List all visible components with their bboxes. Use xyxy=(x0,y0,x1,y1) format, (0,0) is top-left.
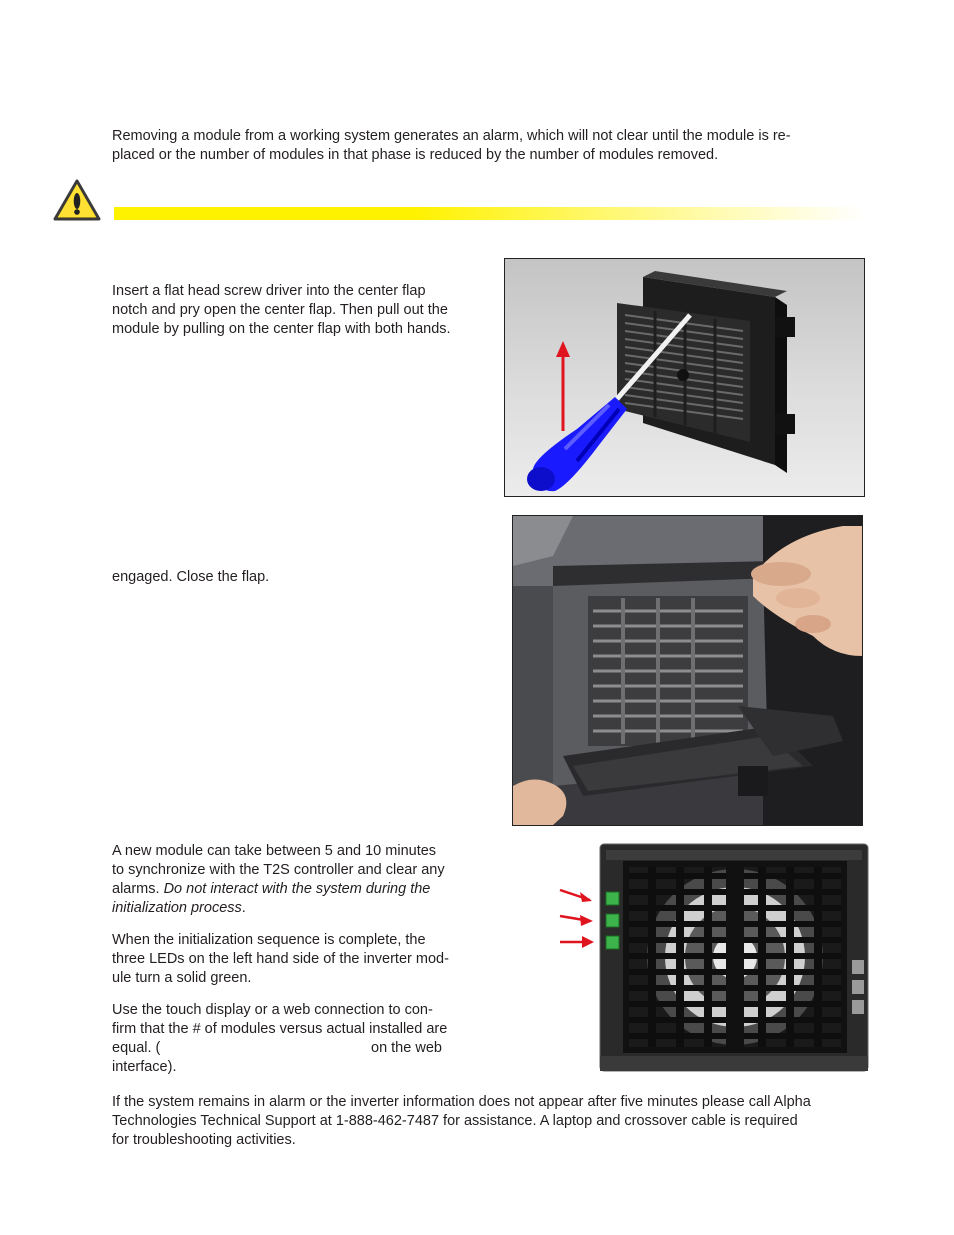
led-line: When the initialization sequence is complete, the xyxy=(112,932,426,948)
led-paragraph xyxy=(112,931,449,988)
side-button xyxy=(852,1000,864,1014)
intro-line: placed or the number of modules in that phase is reduced by the number of modules removed. xyxy=(112,147,719,163)
remove-instructions xyxy=(112,282,451,339)
screwdriver-handle-icon xyxy=(527,397,627,491)
insert-instruction: engaged. Close the flap. xyxy=(112,569,270,585)
confirm-paragraph xyxy=(112,1001,447,1077)
module-front-illustration xyxy=(556,842,870,1073)
led-arrow-icon xyxy=(560,890,592,902)
remove-line: Insert a flat head screw driver into the center flap xyxy=(112,283,426,299)
led-arrow-icon xyxy=(560,936,594,948)
confirm-line: interface). xyxy=(112,1059,177,1075)
support-line: Technologies Technical Support at 1-888-462-7487 for assistance. A laptop and crossover cable is required xyxy=(112,1113,798,1129)
led-2 xyxy=(606,914,619,927)
screwdriver-flap-figure xyxy=(504,258,865,497)
remove-line: notch and pry open the center flap. Then pull out the xyxy=(112,302,448,318)
side-button xyxy=(852,960,864,974)
remove-line: module by pulling on the center flap with both hands. xyxy=(112,321,451,337)
close-flap-photo xyxy=(512,515,863,826)
warning-banner-bar xyxy=(114,207,866,220)
module-illustration xyxy=(505,259,864,496)
led-arrow-icon xyxy=(560,915,593,926)
led-1 xyxy=(606,892,619,905)
sync-line: to synchronize with the T2S controller and clear any xyxy=(112,862,445,878)
intro-paragraph xyxy=(112,127,791,165)
warning-triangle-icon xyxy=(53,179,101,221)
sync-line: initialization process. xyxy=(112,900,246,916)
support-line: If the system remains in alarm or the inverter information does not appear after five minutes please call Alpha xyxy=(112,1094,811,1110)
support-line: for troubleshooting activities. xyxy=(112,1132,296,1148)
led-line: ule turn a solid green. xyxy=(112,970,252,986)
sync-paragraph xyxy=(112,842,445,918)
sync-line: alarms. Do not interact with the system during the xyxy=(112,881,431,897)
module-led-figure xyxy=(556,842,870,1073)
support-paragraph xyxy=(112,1093,811,1150)
led-line: three LEDs on the left hand side of the inverter mod- xyxy=(112,951,449,967)
photo-illustration xyxy=(513,516,862,825)
intro-line: Removing a module from a working system generates an alarm, which will not clear until the module is re- xyxy=(112,128,791,144)
sync-line: A new module can take between 5 and 10 minutes xyxy=(112,843,437,859)
led-3 xyxy=(606,936,619,949)
confirm-line: equal. ( on the web xyxy=(112,1040,442,1056)
side-button xyxy=(852,980,864,994)
confirm-line: Use the touch display or a web connection to con- xyxy=(112,1002,433,1018)
confirm-line: firm that the # of modules versus actual installed are xyxy=(112,1021,448,1037)
